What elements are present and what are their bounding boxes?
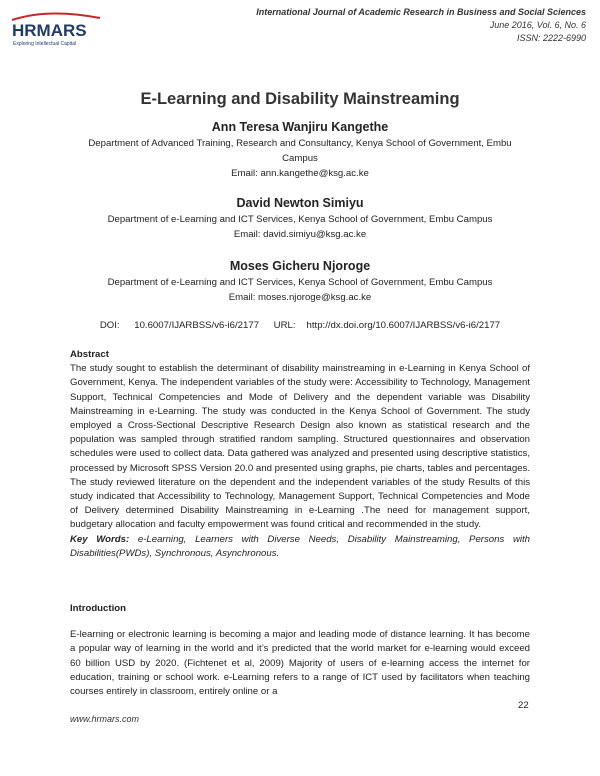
author-block-2 — [50, 194, 550, 242]
author-affiliation: Department of e-Learning and ICT Services, Kenya School of Government, Embu Campus — [107, 277, 493, 288]
keywords-text: e-Learning, Learners with Diverse Needs, Disability Mainstreaming, Persons with Disabilities(PWDs), Synchronous, Asynchronous. — [70, 533, 530, 559]
footer-url: www.hrmars.com — [70, 714, 140, 724]
author-email: Email: david.simiyu@ksg.ac.ke — [233, 229, 367, 240]
logo-swoosh-icon — [12, 13, 100, 20]
author-affiliation: Department of e-Learning and ICT Services, Kenya School of Government, Embu Campus — [107, 214, 493, 225]
doi-line: DOI: 10.6007/IJARBSS/v6-i6/2177 URL: http://dx.doi.org/10.6007/IJARBSS/v6-i6/2177 — [99, 320, 501, 331]
journal-issue: June 2016, Vol. 6, No. 6 — [489, 20, 586, 30]
author-name: Moses Gicheru Njoroge — [229, 259, 371, 273]
author-email: Email: ann.kangethe@ksg.ac.ke — [231, 168, 369, 179]
abstract-heading: Abstract — [70, 349, 109, 360]
journal-name: International Journal of Academic Research in Business and Social Sciences — [256, 7, 586, 17]
author-email: Email: moses.njoroge@ksg.ac.ke — [228, 292, 372, 303]
introduction-text: E-learning or electronic learning is becoming a major and leading mode of distance learning. It has become a popular way of learning in the world and it’s predicted that the world market for e-learning would exceed 60 billion USD by 2020. (Fichtenet et al, 2009) Majority of users of e-learning access the internet for education, training or school work. e-Learning refers to a range of ICT used by facilitators when teaching courses entirely in classroom, entirely online or a — [70, 629, 530, 698]
abstract-section — [70, 348, 530, 561]
introduction-section — [70, 602, 530, 699]
journal-issn: ISSN: 2222-6990 — [516, 33, 586, 43]
author-block-1 — [50, 118, 550, 181]
svg-text:Exploring Intellectual Capital: Exploring Intellectual Capital — [13, 41, 77, 47]
keywords-label: Key Words: — [70, 533, 130, 545]
author-name: Ann Teresa Wanjiru Kangethe — [211, 120, 389, 134]
paper-title: E-Learning and Disability Mainstreaming — [140, 90, 460, 108]
author-name: David Newton Simiyu — [236, 196, 364, 210]
introduction-heading: Introduction — [70, 603, 126, 614]
journal-info — [256, 6, 586, 45]
abstract-text: The study sought to establish the determinant of disability mainstreaming in e-Learning in Kenya School of Government, Kenya. The independent variables of the study were: Accessibility to Technology, Management Support, Technical Competencies and Mode of Delivery and the dependent variable was Disability Mainstreaming in e-Learning. The study was conducted in the Kenya School of Government. The study employed a Cross-Sectional Descriptive Research Design also known as statistical research and the population was sampled through stratified random sampling. Structured questionnaires and observation schedules were used to collect data. Data gathered was analyzed and presented using descriptive statistics, processed by Microsoft SPSS Version 20.0 and presented using graphs, pie charts, tables and percentages. The study reviewed literature on the dependent and the independent variables of the study Results of this study indicated that Accessibility to Technology, Management Support, Technical Competencies and Mode of Delivery determined Disability Mainstreaming in e-Learning .The need for management support, budgetary allocation and faculty empowerment was found critical and recommended in the study. — [70, 363, 530, 531]
author-block-3 — [50, 257, 550, 305]
page-number: 22 — [518, 700, 529, 711]
keywords — [70, 533, 530, 561]
svg-text:HRMARS: HRMARS — [12, 21, 87, 40]
author-affiliation: Department of Advanced Training, Research and Consultancy, Kenya School of Government, Embu Campus — [88, 138, 512, 164]
hrmars-logo — [8, 10, 103, 52]
